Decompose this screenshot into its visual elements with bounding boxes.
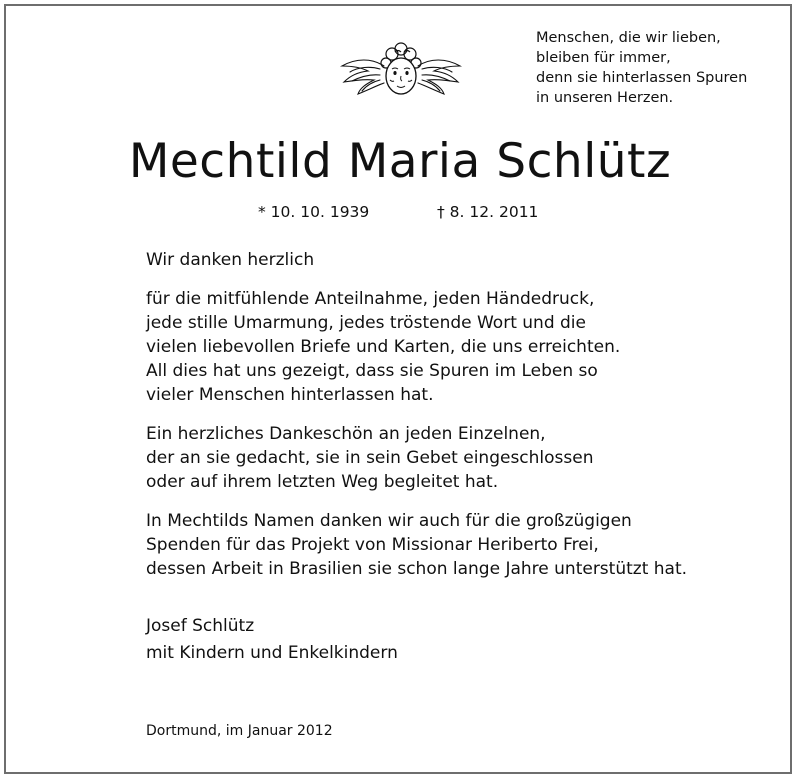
quote-line: denn sie hinterlassen Spuren [536,70,748,86]
text-line: Ein herzliches Dankeschön an jeden Einzelnen, [146,424,546,444]
signature-block [146,613,398,667]
text-line: vieler Menschen hinterlassen hat. [146,385,434,405]
signature-family: mit Kindern und Enkelkindern [146,643,398,663]
text-line: der an sie gedacht, sie in sein Gebet eingeschlossen [146,448,594,468]
winged-cherub-icon [340,36,462,106]
text-line: oder auf ihrem letzten Weg begleitet hat. [146,472,499,492]
text-line: In Mechtilds Namen danken wir auch für die großzügigen [146,511,632,531]
text-line: Spenden für das Projekt von Missionar Heriberto Frei, [146,535,599,555]
memorial-quote [536,28,776,108]
text-line: dessen Arbeit in Brasilien sie schon lange Jahre unterstützt hat. [146,559,688,579]
intro-line: Wir danken herzlich [146,250,315,270]
quote-line: bleiben für immer, [536,50,671,66]
text-line: vielen liebevollen Briefe und Karten, die uns erreichten. [146,337,621,357]
death-date: † 8. 12. 2011 [437,203,539,221]
birth-date: * 10. 10. 1939 [258,203,370,221]
thank-you-text [146,248,786,596]
signature-name: Josef Schlütz [146,616,255,636]
place-and-date: Dortmund, im Januar 2012 [146,723,333,739]
paragraph-condolences [146,287,786,407]
text-line: All dies hat uns gezeigt, dass sie Spuren im Leben so [146,361,598,381]
quote-line: in unseren Herzen. [536,90,674,106]
paragraph-gratitude [146,422,786,494]
text-line: jede stille Umarmung, jedes tröstende Wort und die [146,313,586,333]
paragraph-donations [146,509,786,581]
deceased-name: Mechtild Maria Schlütz [128,134,672,189]
text-line: für die mitfühlende Anteilnahme, jeden Händedruck, [146,289,595,309]
quote-line: Menschen, die wir lieben, [536,30,721,46]
